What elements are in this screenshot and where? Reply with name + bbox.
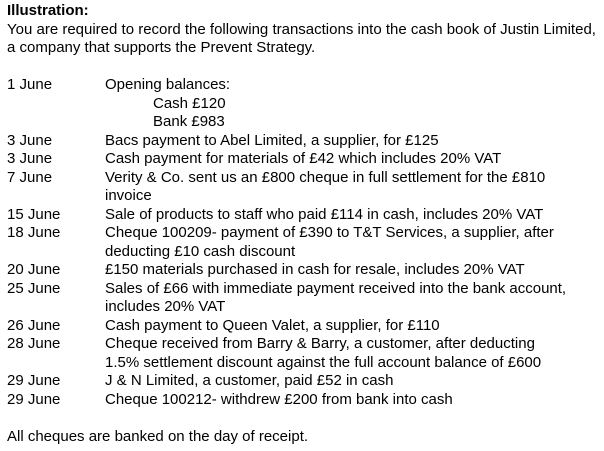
description-line: Cash £120 [153,94,226,112]
transaction-description [105,224,602,261]
transaction-entry [7,261,602,280]
description-line: Bacs payment to Abel Limited, a supplier, for £125 [105,131,439,149]
description-line: J & N Limited, a customer, paid £52 in cash [105,372,394,389]
transaction-entry [7,280,602,317]
transaction-date [7,95,105,114]
transaction-description [105,95,602,114]
transaction-date: 7 June [7,168,53,186]
transaction-entry [7,206,602,225]
transaction-description [105,261,602,280]
transaction-description [105,76,602,95]
transaction-description [105,206,602,225]
transaction-entry [7,132,602,151]
transaction-description [105,132,602,151]
description-line: invoice [105,187,152,204]
transaction-date: 18 June [7,224,61,241]
description-line: Cash payment to Queen Valet, a supplier, for £110 [105,316,440,334]
transaction-date: 28 June [7,335,61,352]
description-line: 1.5% settlement discount against the full account balance of £600 [105,353,542,371]
transaction-entry [7,335,602,372]
transaction-description [105,391,602,410]
transaction-date: 3 June [7,150,53,167]
transaction-entry [7,150,602,169]
transaction-description [105,372,602,391]
transaction-date: 3 June [7,131,53,149]
document-page [7,2,602,446]
transaction-description [105,150,602,169]
transaction-entry [7,95,602,114]
description-line: Opening balances: [105,76,231,93]
transaction-date: 15 June [7,205,61,223]
description-line: Sale of products to staff who paid £114 in cash, includes 20% VAT [105,205,544,223]
transaction-entry [7,317,602,336]
transaction-description [105,317,602,336]
description-line: Cash payment for materials of £42 which includes 20% VAT [105,150,502,167]
transaction-entry [7,76,602,95]
description-line: includes 20% VAT [105,298,226,315]
transaction-entry [7,224,602,261]
transaction-description [105,113,602,132]
intro-paragraph: You are required to record the following transactions into the cash book of Justin Limited, a company that supports the Prevent Strategy. [7,20,596,56]
transaction-date: 25 June [7,279,61,297]
transaction-entry [7,372,602,391]
transaction-date: 29 June [7,390,61,408]
transaction-date: 26 June [7,316,61,334]
transaction-date [7,113,105,132]
description-line: Sales of £66 with immediate payment received into the bank account, [105,279,567,297]
transaction-date: 20 June [7,261,61,278]
description-line: Cheque received from Barry & Barry, a customer, after deducting [105,335,535,352]
footer-note: All cheques are banked on the day of receipt. [7,427,309,445]
transaction-entry [7,169,602,206]
transaction-description [105,335,602,372]
transaction-date: 29 June [7,372,61,389]
transaction-description [105,169,602,206]
illustration-heading: Illustration: [7,2,89,19]
description-line: Bank £983 [153,113,225,130]
transaction-entry [7,113,602,132]
description-line: Cheque 100209- payment of £390 to T&T Services, a supplier, after [105,224,554,241]
transaction-entry [7,391,602,410]
transaction-description [105,280,602,317]
transactions-list [7,76,602,409]
description-line: £150 materials purchased in cash for resale, includes 20% VAT [105,261,525,278]
transaction-date: 1 June [7,76,53,93]
description-line: Verity & Co. sent us an £800 cheque in full settlement for the £810 [105,168,546,186]
description-line: deducting £10 cash discount [105,242,296,260]
description-line: Cheque 100212- withdrew £200 from bank into cash [105,390,453,408]
